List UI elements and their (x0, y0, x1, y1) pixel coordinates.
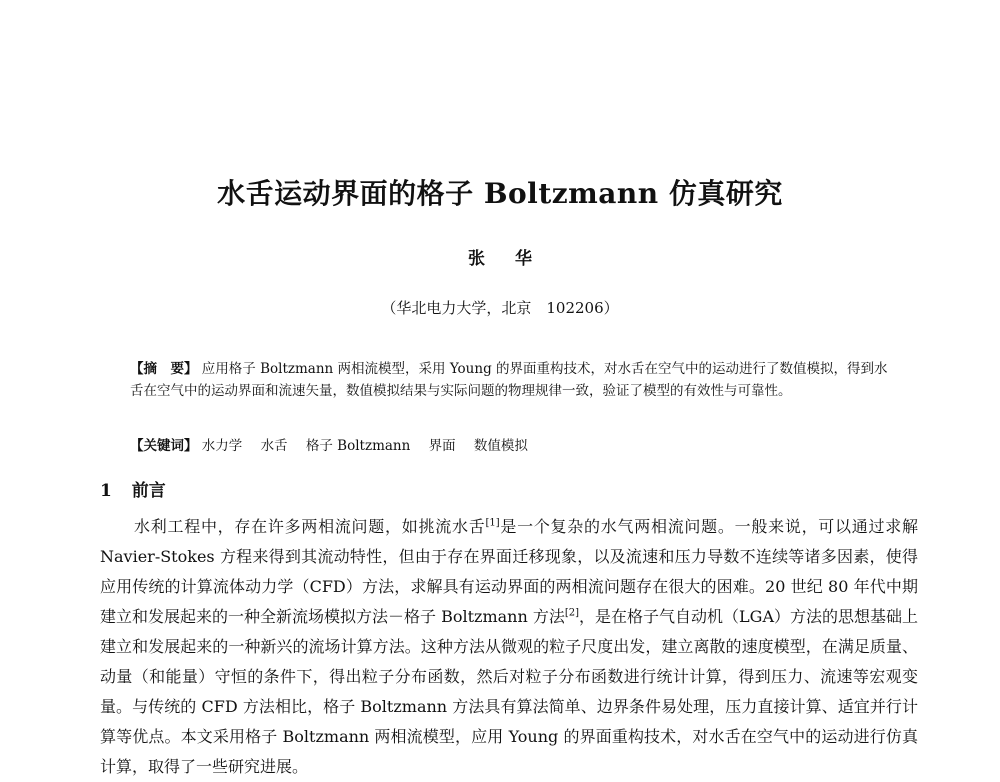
abstract-text: 应用格子 Boltzmann 两相流模型，采用 Young 的界面重构技术，对水舌在空气中的运动进行了数值模拟，得到水舌在空气中的运动界面和流速矢量，数值模拟结果与实际问题的物理规律一致，验证了模型的有效性与可靠性。 (130, 361, 888, 399)
body-paragraph (100, 512, 918, 782)
keyword: 界面 (428, 438, 456, 454)
body-text-part: ，是在格子气自动机（LGA）方法的思想基础上建立和发展起来的一种新兴的流场计算方法。这种方法从微观的粒子尺度出发，建立离散的速度模型，在满足质量、动量（和能量）守恒的条件下，得出粒子分布函数，然后对粒子分布函数进行统计计算，得到压力、流速等宏观变量。与传统的 CFD 方法相比，格子 Boltzmann 方法具有算法简单、边界条件易处理，压力直接计算、适宜并行计算等优点。本文采用格子 Boltzmann 两相流模型，应用 Young 的界面重构技术，对水舌在空气中的运动进行仿真计算，取得了一些研究进展。 (100, 607, 919, 776)
abstract-label: 【摘 要】 (130, 361, 198, 377)
affiliation: （华北电力大学，北京 102206） (381, 299, 619, 317)
keyword: 水力学 (201, 438, 243, 454)
keyword: 格子 Boltzmann (305, 438, 411, 454)
author-name: 张 华 (468, 249, 544, 269)
citation-ref[interactable]: [2] (564, 607, 580, 619)
body-text-part: 是一个复杂的水气两相流问题。一般来说，可以通过求解 Navier-Stokes 方程来得到其流动特性，但由于存在界面迁移现象，以及流速和压力导数不连续等诸多因素，使得应用传统的计算流体动力学（CFD）方法，求解具有运动界面的两相流问题存在很大的困难。20 世纪 80 年代中期建立和发展起来的一种全新流场模拟方法－格子 Boltzmann 方法 (100, 517, 918, 626)
keyword: 数值模拟 (473, 438, 528, 454)
section-heading (100, 476, 166, 501)
abstract-block (130, 358, 890, 402)
section-title: 前言 (131, 481, 166, 501)
citation-ref[interactable]: [1] (485, 517, 500, 529)
body-text-part: 水利工程中，存在许多两相流问题，如挑流水舌 (134, 517, 486, 536)
paper-title: 水舌运动界面的格子 Boltzmann 仿真研究 (217, 177, 783, 210)
section-number: 1 (100, 481, 112, 501)
keywords-label: 【关键词】 (130, 438, 198, 454)
keywords-block (130, 435, 890, 457)
keyword: 水舌 (260, 438, 288, 454)
